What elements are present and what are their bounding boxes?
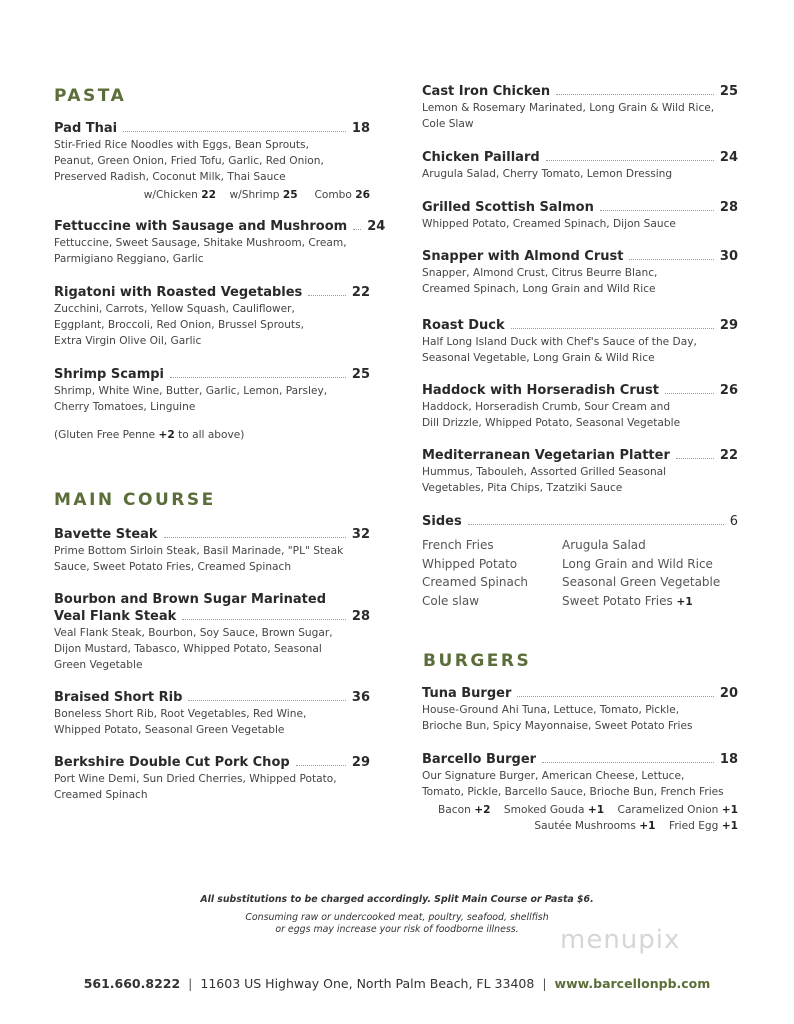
item-name: Shrimp Scampi (54, 367, 165, 382)
item-description: Our Signature Burger, American Cheese, Lettuce, Tomato, Pickle, Barcello Sauce, Brioche Bun, French Fries (422, 770, 724, 798)
item-description: Zucchini, Carrots, Yellow Squash, Cauliflower, Eggplant, Broccoli, Red Onion, Brussel Sprouts, Extra Virgin Olive Oil, Garlic (54, 303, 304, 347)
item-price: 25 (351, 367, 370, 382)
menu-item-veal-flank-steak (54, 591, 370, 673)
side-item: Long Grain and Wild Rice (562, 556, 713, 571)
phone-number[interactable]: 561.660.8222 (83, 976, 181, 991)
item-description: House-Ground Ahi Tuna, Lettuce, Tomato, Pickle, Brioche Bun, Spicy Mayonnaise, Sweet Potato Fries (422, 704, 693, 732)
leader-dots (546, 160, 714, 161)
item-description: Arugula Salad, Cherry Tomato, Lemon Dressing (422, 168, 673, 180)
leader-dots (600, 210, 714, 211)
side-item: Creamed Spinach (422, 575, 529, 589)
burgers-heading: BURGERS (423, 651, 532, 671)
side-item: French Fries (422, 538, 494, 552)
leader-dots (170, 377, 346, 378)
item-name: Bavette Steak (54, 527, 158, 542)
item-name: Barcello Burger (422, 752, 537, 767)
side-item: Whipped Potato (422, 556, 518, 571)
menu-item-tuna-burger (422, 685, 738, 734)
item-name: Rigatoni with Roasted Vegetables (54, 285, 303, 300)
item-name: Berkshire Double Cut Pork Chop (54, 755, 290, 770)
item-name: Haddock with Horseradish Crust (422, 383, 659, 398)
item-description: Port Wine Demi, Sun Dried Cherries, Whipped Potato, Creamed Spinach (54, 773, 337, 801)
item-price: 22 (351, 285, 370, 300)
item-price: 29 (351, 755, 370, 770)
website-link[interactable]: www.barcellonpb.com (554, 976, 711, 991)
item-price: 24 (367, 219, 386, 234)
menu-item-barcello-burger (422, 751, 738, 834)
leader-dots (542, 762, 714, 763)
pasta-heading: PASTA (54, 86, 127, 106)
item-description: Veal Flank Steak, Bourbon, Soy Sauce, Brown Sugar, Dijon Mustard, Tabasco, Whipped Potato, Seasonal Green Vegetable (54, 627, 333, 671)
item-name: Tuna Burger (422, 686, 512, 701)
menu-item-chicken-paillard (422, 149, 738, 182)
menu-item-pad-thai (54, 120, 370, 203)
item-price: 24 (719, 150, 738, 165)
gluten-free-note: (Gluten Free Penne +2 to all above) (54, 429, 245, 441)
item-name: Snapper with Almond Crust (422, 249, 624, 264)
sides-heading: Sides (422, 514, 462, 529)
separator: | (542, 976, 547, 991)
item-description: Fettuccine, Sweet Sausage, Shitake Mushroom, Cream, Parmigiano Reggiano, Garlic (54, 237, 347, 265)
health-warning-line1: Consuming raw or undercooked meat, poultry, seafood, shellfish (245, 912, 549, 923)
leader-dots (629, 259, 713, 260)
item-price: 20 (719, 686, 738, 701)
menu-item-snapper (422, 248, 738, 297)
sides-section (422, 513, 738, 611)
item-price: 29 (719, 318, 738, 333)
address: 11603 US Highway One, North Palm Beach, FL 33408 (200, 976, 535, 991)
item-name: Mediterranean Vegetarian Platter (422, 448, 670, 463)
leader-dots (517, 696, 714, 697)
item-description: Prime Bottom Sirloin Steak, Basil Marinade, "PL" Steak Sauce, Sweet Potato Fries, Creamed Spinach (54, 545, 344, 573)
item-name-line1: Bourbon and Brown Sugar Marinated (54, 592, 326, 607)
item-price: 30 (719, 249, 738, 264)
sides-list (422, 536, 738, 611)
item-name: Veal Flank Steak (54, 609, 177, 624)
item-name: Cast Iron Chicken (422, 84, 551, 99)
leader-dots (308, 295, 346, 296)
substitutions-note: All substitutions to be charged accordingly. Split Main Course or Pasta $6. (200, 894, 594, 905)
menu-item-pork-chop (54, 754, 370, 803)
item-price: 18 (719, 752, 738, 767)
leader-dots (164, 537, 346, 538)
item-description: Shrimp, White Wine, Butter, Garlic, Lemon, Parsley, Cherry Tomatoes, Linguine (54, 385, 328, 413)
contact-bar (0, 976, 794, 991)
item-description: Haddock, Horseradish Crumb, Sour Cream and Dill Drizzle, Whipped Potato, Seasonal Vegetable (422, 401, 681, 429)
item-description: Half Long Island Duck with Chef's Sauce of the Day, Seasonal Vegetable, Long Grain & Wild Rice (422, 336, 697, 364)
item-price: 26 (719, 383, 738, 398)
item-name: Grilled Scottish Salmon (422, 200, 594, 215)
item-description: Stir-Fried Rice Noodles with Eggs, Bean Sprouts, Peanut, Green Onion, Fried Tofu, Garlic, Red Onion, Preserved Radish, Coconut Milk, Thai Sauce (54, 139, 324, 183)
item-name: Roast Duck (422, 318, 505, 333)
burger-addons-row2: Sautée Mushrooms +1 Fried Egg +1 (534, 820, 738, 832)
item-description: Whipped Potato, Creamed Spinach, Dijon Sauce (422, 218, 676, 230)
item-addons: w/Chicken 22 w/Shrimp 25 Combo 26 (143, 189, 370, 201)
item-price: 28 (719, 200, 738, 215)
main-course-heading: MAIN COURSE (54, 490, 216, 510)
menu-item-fettuccine (54, 218, 386, 267)
leader-dots (665, 393, 714, 394)
menu-item-shrimp-scampi (54, 366, 370, 415)
item-price: 32 (351, 527, 370, 542)
menu-item-cast-iron-chicken (422, 83, 738, 132)
menu-item-rigatoni (54, 284, 370, 349)
leader-dots (468, 524, 724, 525)
item-name: Fettuccine with Sausage and Mushroom (54, 219, 348, 234)
leader-dots (182, 619, 346, 620)
leader-dots (188, 700, 345, 701)
item-price: 25 (719, 84, 738, 99)
side-item: Sweet Potato Fries +1 (562, 593, 693, 608)
side-item: Arugula Salad (562, 538, 646, 552)
menu-item-mediterranean-platter (422, 447, 738, 496)
item-name: Chicken Paillard (422, 150, 540, 165)
health-warning-line2: or eggs may increase your risk of foodborne illness. (275, 924, 519, 935)
item-description: Snapper, Almond Crust, Citrus Beurre Blanc, Creamed Spinach, Long Grain and Wild Rice (422, 267, 658, 295)
leader-dots (123, 131, 346, 132)
sides-price: 6 (729, 514, 738, 529)
menu-item-haddock (422, 382, 738, 431)
menupix-watermark: menupix (560, 925, 681, 955)
item-price: 18 (351, 121, 370, 136)
item-price: 36 (351, 690, 370, 705)
item-name: Pad Thai (54, 121, 118, 136)
separator: | (188, 976, 193, 991)
item-description: Boneless Short Rib, Root Vegetables, Red Wine, Whipped Potato, Seasonal Green Vegetable (54, 708, 307, 736)
menu-item-braised-short-rib (54, 689, 370, 738)
burger-addons-row1: Bacon +2 Smoked Gouda +1 Caramelized Onion +1 (438, 804, 738, 816)
menu-item-grilled-salmon (422, 199, 738, 232)
leader-dots (676, 458, 714, 459)
leader-dots (556, 94, 714, 95)
item-price: 28 (351, 609, 370, 624)
menu-item-roast-duck (422, 317, 738, 366)
side-item: Cole slaw (422, 593, 480, 608)
leader-dots (511, 328, 714, 329)
leader-dots (296, 765, 346, 766)
item-name: Braised Short Rib (54, 690, 183, 705)
leader-dots (353, 229, 361, 230)
item-price: 22 (719, 448, 738, 463)
item-description: Lemon & Rosemary Marinated, Long Grain & Wild Rice, Cole Slaw (422, 102, 715, 130)
side-item: Seasonal Green Vegetable (562, 575, 721, 589)
menu-item-bavette-steak (54, 526, 370, 575)
item-description: Hummus, Tabouleh, Assorted Grilled Seasonal Vegetables, Pita Chips, Tzatziki Sauce (422, 466, 667, 494)
